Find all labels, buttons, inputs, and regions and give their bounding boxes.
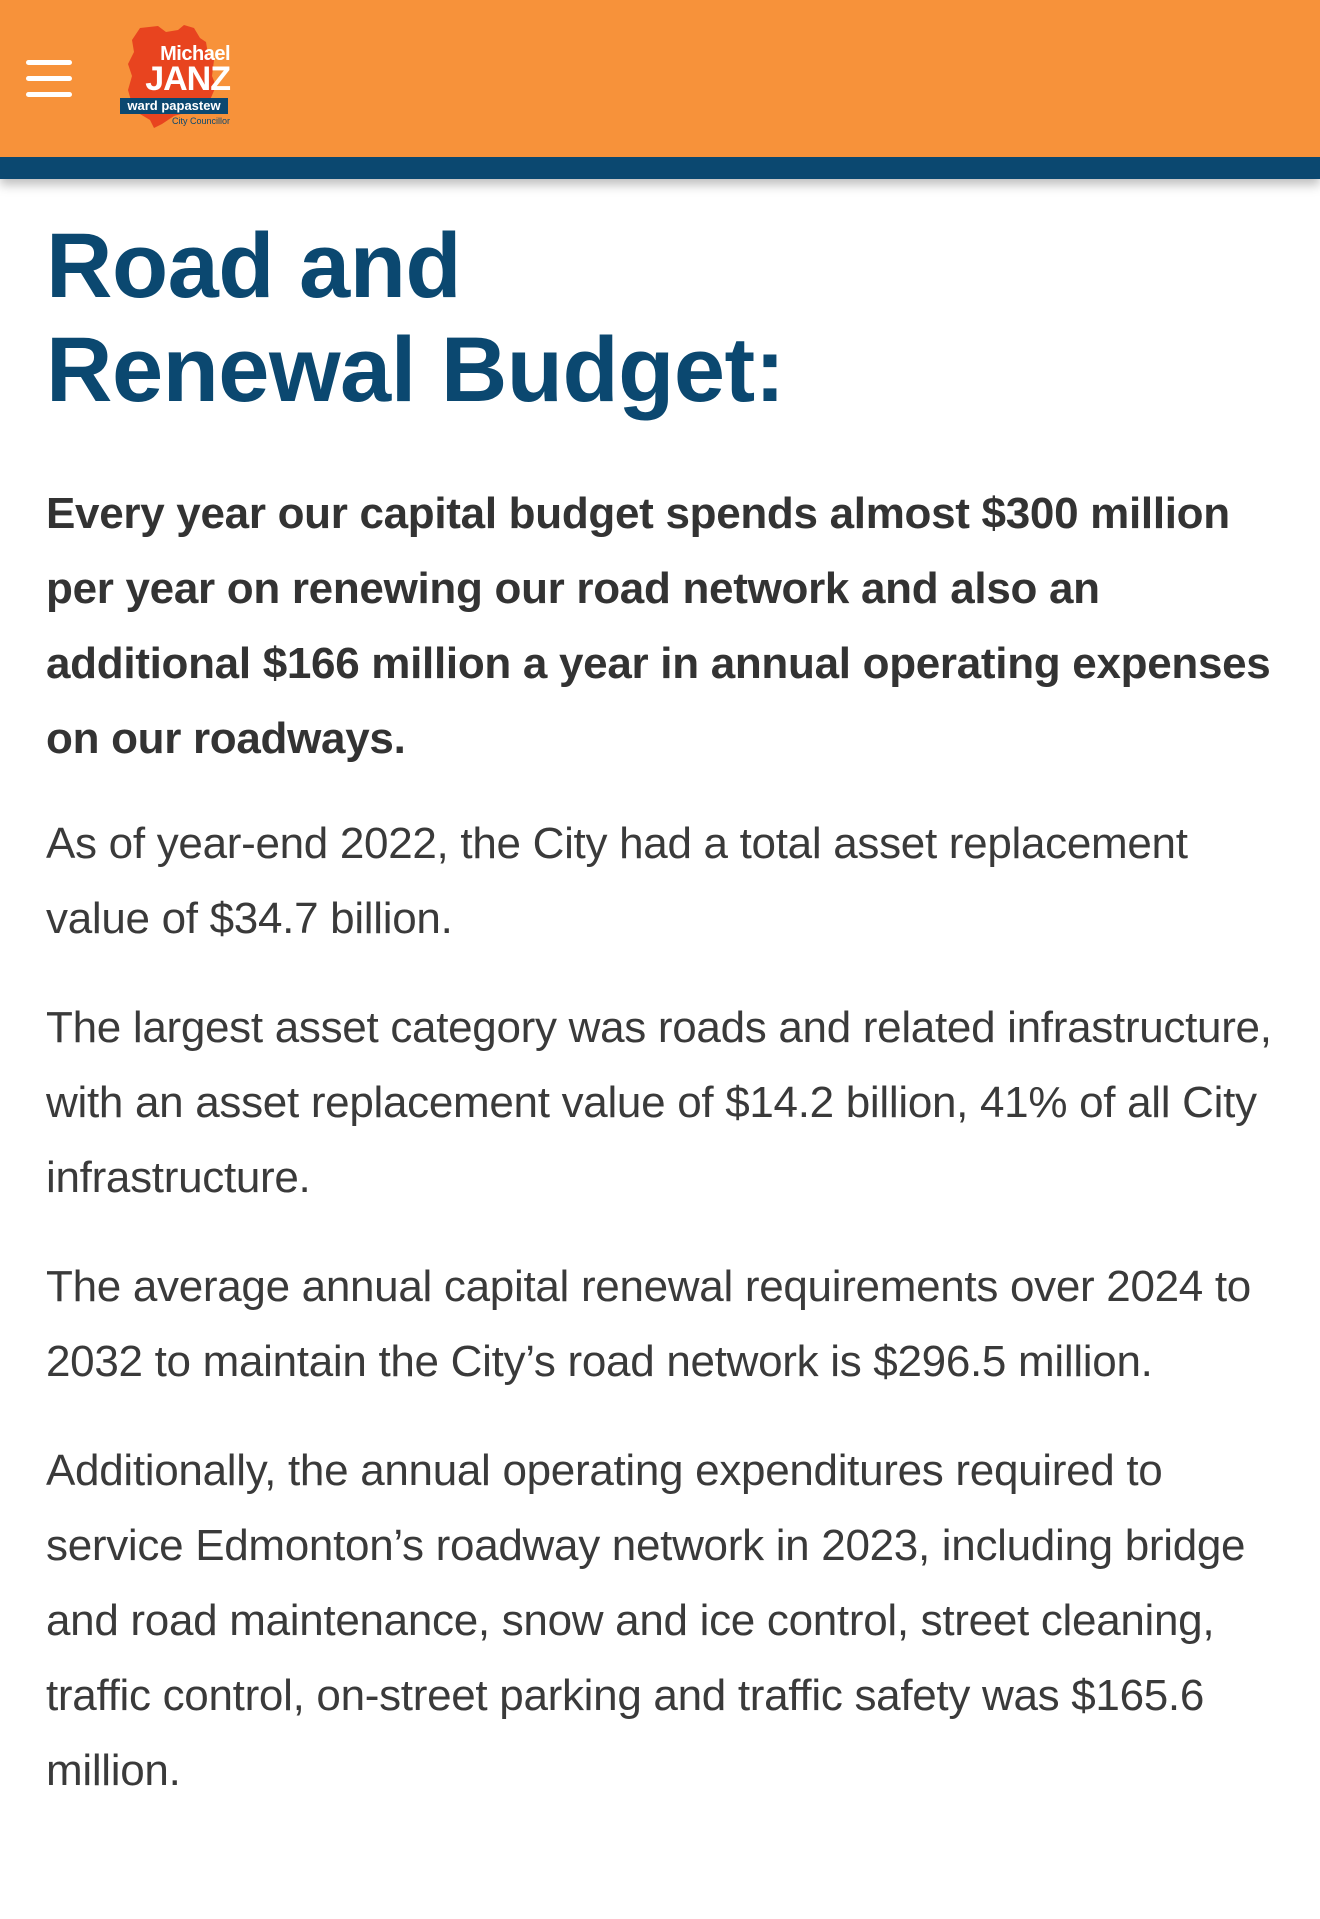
paragraph-operating-expenditures: Additionally, the annual operating expenditures required to service Edmonton’s roadway network in 2023, including bridge and road maintenance, snow and ice control, street cleaning, traffic control, on-street parking and traffic safety was $165.6 million. [46, 1446, 1246, 1795]
logo-role: City Councillor [171, 116, 230, 126]
logo-first-name: Michael [160, 43, 230, 65]
paragraph-asset-value: As of year-end 2022, the City had a total asset replacement value of $34.7 billion. [46, 819, 1188, 943]
page-title-line2: Renewal Budget: [46, 319, 785, 421]
article-content [46, 214, 1286, 1808]
menu-line [26, 60, 72, 65]
lead-paragraph: Every year our capital budget spends almost $300 million per year on renewing our road network and also an additional $166 million a year in annual operating expenses on our roadways. [46, 489, 1271, 763]
site-header [0, 0, 1320, 179]
page-title [46, 214, 1286, 422]
site-logo[interactable] [118, 24, 233, 130]
logo-last-name: JANZ [145, 60, 230, 98]
paragraph-capital-renewal: The average annual capital renewal requirements over 2024 to 2032 to maintain the City’s road network is $296.5 million. [46, 1262, 1251, 1386]
page-title-line1: Road and [46, 215, 462, 317]
menu-line [26, 76, 72, 81]
hamburger-menu-icon[interactable] [26, 57, 74, 99]
logo-ward: ward papastew [120, 98, 228, 114]
menu-line [26, 92, 72, 97]
paragraph-roads-category: The largest asset category was roads and related infrastructure, with an asset replacement value of $14.2 billion, 41% of all City infrastructure. [46, 1003, 1272, 1202]
